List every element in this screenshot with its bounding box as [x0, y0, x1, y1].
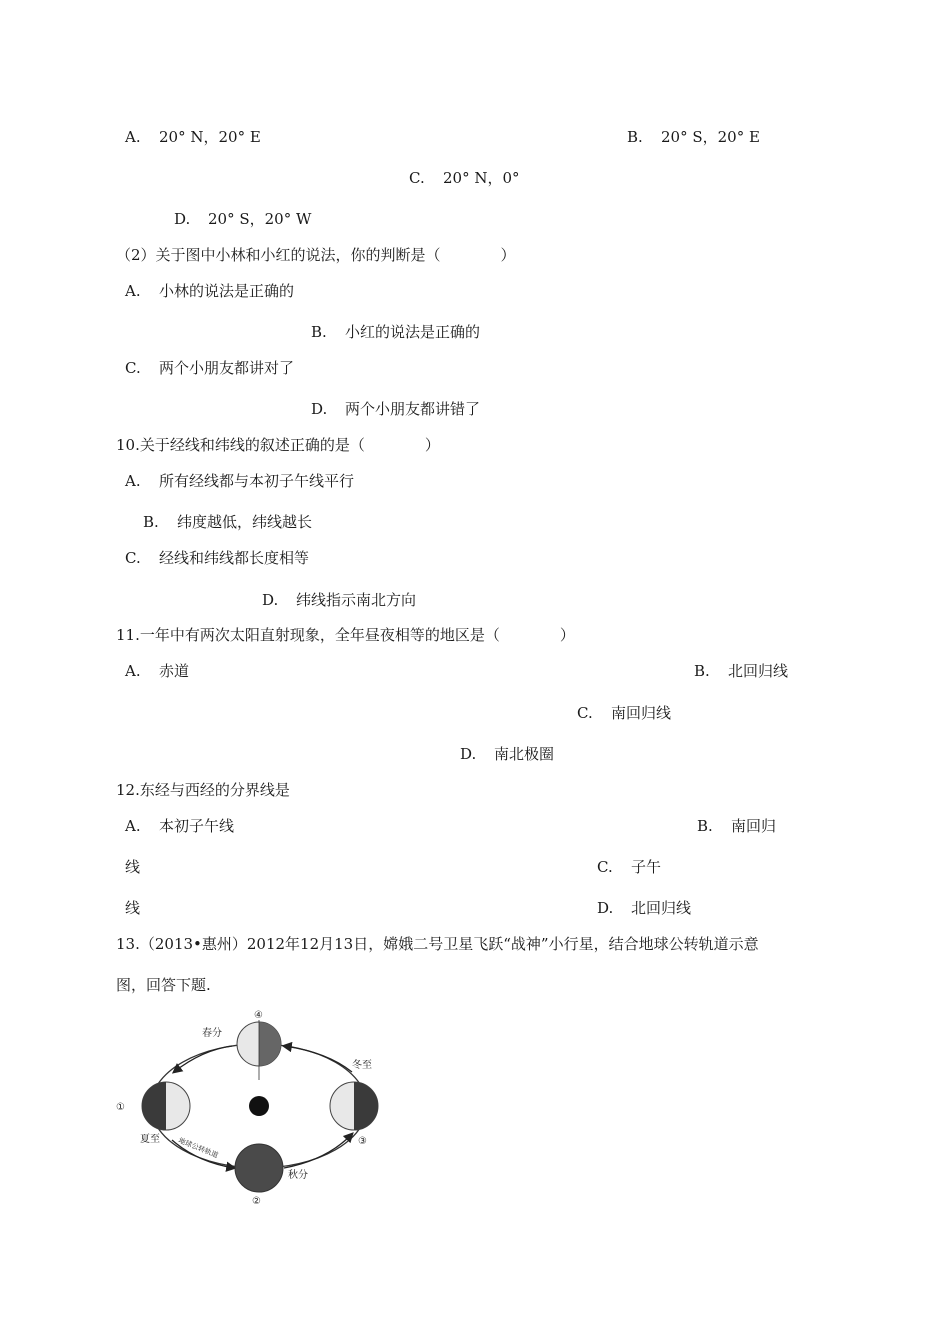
sun: [249, 1096, 269, 1116]
option-letter: C.: [597, 858, 613, 876]
option-b: [311, 322, 480, 342]
label-autumn: 秋分: [288, 1170, 308, 1181]
orbit-arrow: [284, 1046, 352, 1072]
option-text: 20° N，0°: [443, 169, 520, 187]
orbit-arrow: [174, 1046, 232, 1072]
earth-summer-solstice: [142, 1082, 190, 1130]
option-c: [577, 703, 671, 723]
option-letter: C.: [125, 549, 141, 567]
option-letter: B.: [694, 662, 710, 680]
option-c: [409, 168, 520, 188]
option-c: [125, 358, 294, 378]
label-num-1: ①: [116, 1102, 125, 1113]
question-stem-continued: 图，回答下题.: [116, 976, 211, 994]
option-letter: B.: [143, 513, 159, 531]
option-d: [597, 898, 691, 918]
option-d: [262, 590, 416, 610]
option-text: 两个小朋友都讲错了: [345, 400, 481, 418]
option-a: [125, 816, 234, 836]
option-d: [460, 744, 554, 764]
option-text: 小红的说法是正确的: [345, 323, 481, 341]
earth-orbit-diagram: [112, 1010, 392, 1210]
question-stem: 13.（2013•惠州）2012年12月13日，嫦娥二号卫星飞跃“战神”小行星，结合地球公转轨道示意: [116, 935, 759, 953]
option-letter: A.: [125, 817, 141, 835]
question-stem: （2）关于图中小林和小红的说法，你的判断是（ ）: [116, 246, 516, 264]
option-letter: C.: [577, 704, 593, 722]
option-letter: B.: [311, 323, 327, 341]
option-wrap-text: 线: [125, 858, 141, 876]
option-wrap-text: 线: [125, 899, 141, 917]
option-text: 南回归: [731, 817, 777, 835]
option-text: 南北极圈: [494, 745, 555, 763]
question-stem: 10.关于经线和纬线的叙述正确的是（ ）: [116, 436, 440, 454]
orbit-arrow: [284, 1134, 352, 1168]
option-d: [311, 399, 480, 419]
option-text: 纬度越低，纬线越长: [177, 513, 313, 531]
option-text: 20° S，20° E: [661, 128, 760, 146]
option-text: 子午: [631, 858, 662, 876]
earth-winter-solstice: [330, 1082, 378, 1130]
option-text: 小林的说法是正确的: [159, 282, 295, 300]
option-text: 20° S，20° W: [208, 210, 312, 228]
option-letter: D.: [311, 400, 328, 418]
option-text: 北回归线: [728, 662, 789, 680]
option-text: 所有经线都与本初子午线平行: [159, 472, 355, 490]
option-letter: D.: [262, 591, 279, 609]
option-a: [125, 281, 294, 301]
option-letter: D.: [597, 899, 614, 917]
option-text: 经线和纬线都长度相等: [159, 549, 310, 567]
label-summer: 夏至: [140, 1134, 160, 1145]
earth-autumn-equinox: [235, 1144, 283, 1192]
label-num-3: ③: [358, 1136, 367, 1147]
label-winter: 冬至: [352, 1060, 372, 1071]
option-text: 赤道: [159, 662, 190, 680]
option-letter: A.: [125, 472, 141, 490]
option-a: [125, 127, 261, 147]
option-b: [694, 661, 788, 681]
earth-spring-equinox: [237, 1020, 281, 1080]
option-b: [697, 816, 776, 836]
option-text: 20° N，20° E: [159, 128, 261, 146]
label-num-2: ②: [252, 1196, 261, 1207]
option-letter: D.: [460, 745, 477, 763]
option-c: [125, 548, 309, 568]
option-d: [174, 209, 311, 229]
option-text: 北回归线: [631, 899, 692, 917]
option-letter: A.: [125, 128, 141, 146]
label-num-4: ④: [254, 1010, 263, 1021]
option-text: 两个小朋友都讲对了: [159, 359, 295, 377]
option-text: 南回归线: [611, 704, 672, 722]
option-letter: A.: [125, 662, 141, 680]
option-letter: C.: [125, 359, 141, 377]
option-c: [597, 857, 661, 877]
label-spring: 春分: [202, 1028, 222, 1039]
question-stem: 11.一年中有两次太阳直射现象，全年昼夜相等的地区是（ ）: [116, 626, 575, 644]
option-letter: D.: [174, 210, 191, 228]
option-letter: B.: [627, 128, 643, 146]
option-letter: B.: [697, 817, 713, 835]
label-orbit: 地球公转轨道: [177, 1136, 220, 1160]
option-a: [125, 661, 189, 681]
option-b: [627, 127, 760, 147]
option-letter: C.: [409, 169, 425, 187]
question-stem: 12.东经与西经的分界线是: [116, 781, 290, 799]
option-b: [143, 512, 312, 532]
option-a: [125, 471, 354, 491]
option-text: 本初子午线: [159, 817, 235, 835]
option-text: 纬线指示南北方向: [296, 591, 417, 609]
option-letter: A.: [125, 282, 141, 300]
